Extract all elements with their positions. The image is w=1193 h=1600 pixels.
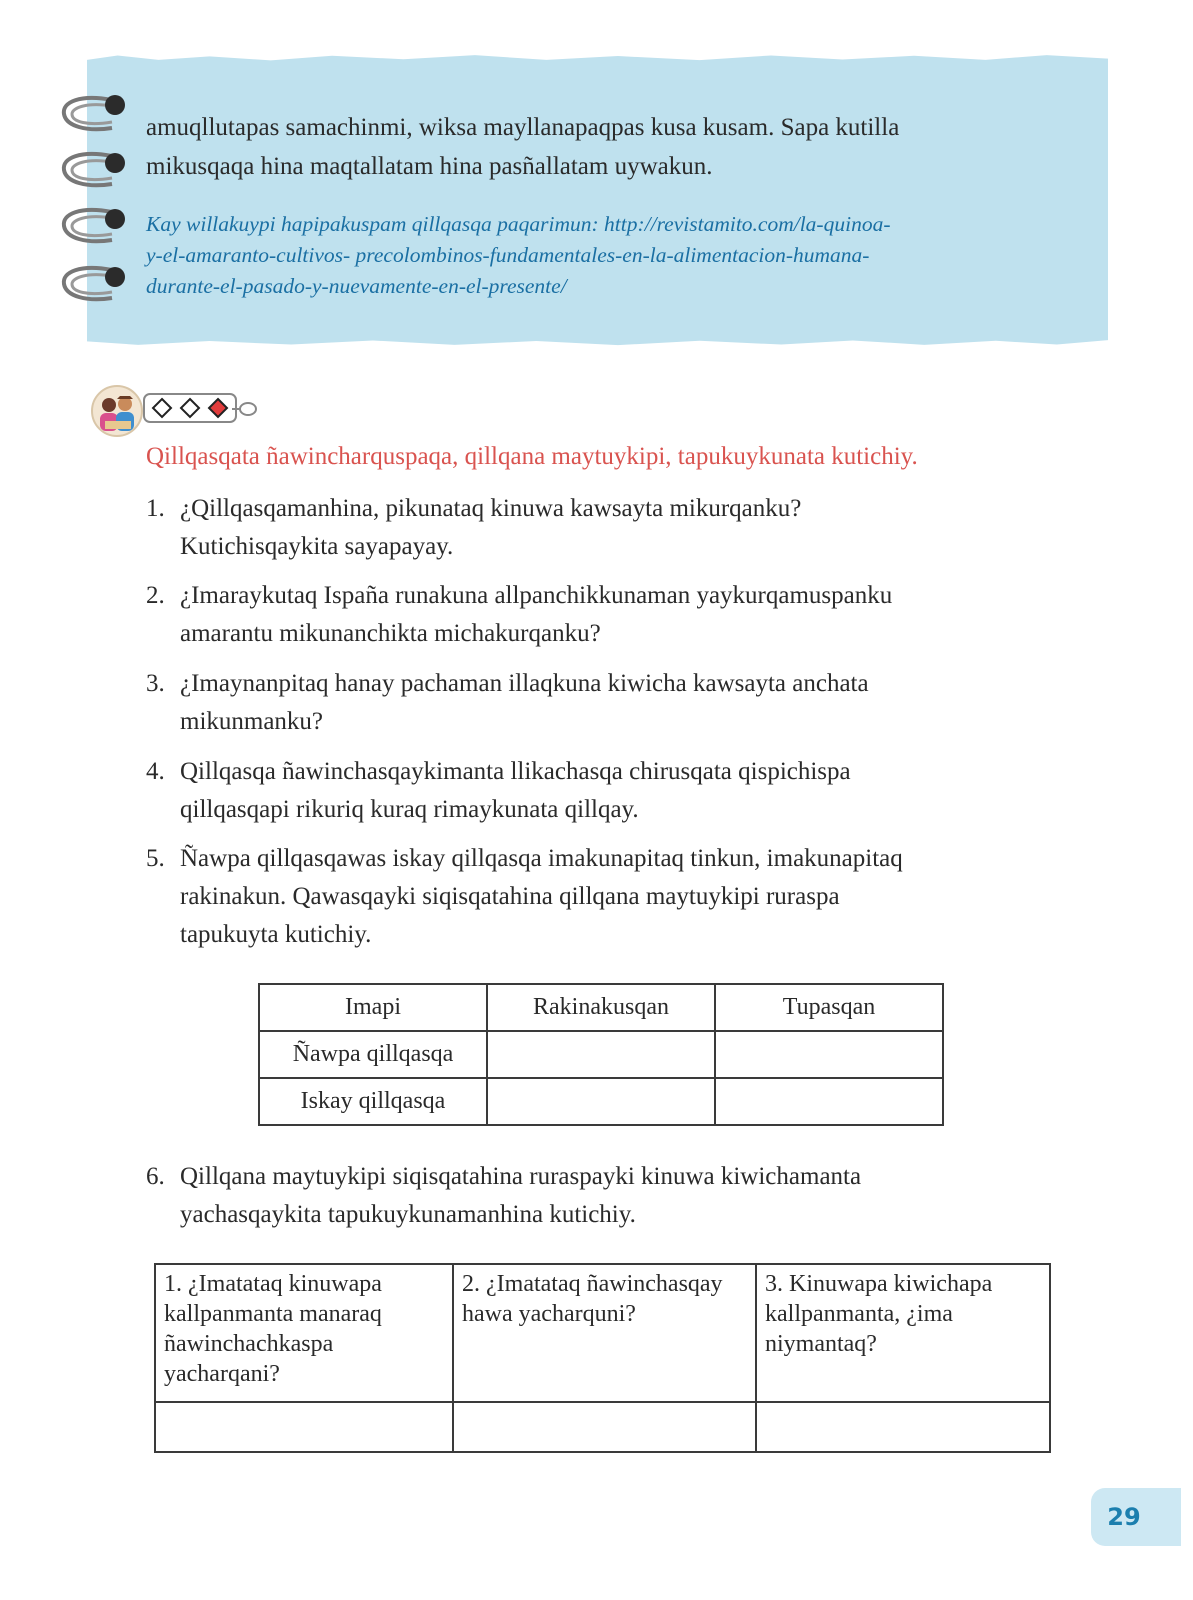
table-cell-empty[interactable] [453, 1402, 756, 1452]
link-line[interactable]: Kay willakuypi hapipakuspam qillqasqa paqarimun: http://revistamito.com/la-quinoa- [146, 212, 891, 236]
question-line: Qillqasqa ñawinchasqaykimanta llikachasqa chirusqata qispichispa [180, 758, 851, 785]
binder-ring-icon [60, 148, 130, 192]
note-paragraph [146, 108, 1066, 186]
question-item [146, 490, 1046, 566]
table-header-cell: 2. ¿Imatataq ñawinchasqay hawa yacharquni? [453, 1264, 756, 1402]
question-line: qillqasqapi rikuriq kuraq rimaykunata qillqay. [180, 796, 639, 823]
question-item [146, 753, 1046, 829]
question-line: rakinakun. Qawasqayki siqisqatahina qillqana maytuykipi ruraspa [180, 883, 840, 910]
question-number: 1. [146, 495, 165, 522]
table-cell-empty[interactable] [715, 1078, 943, 1125]
table-header-cell: 3. Kinuwapa kiwichapa kallpanmanta, ¿ima niymantaq? [756, 1264, 1050, 1402]
table-cell: Ñawpa qillqasqa [259, 1031, 487, 1078]
note-card [87, 54, 1108, 346]
question-line: tapukuyta kutichiy. [180, 921, 372, 948]
source-link[interactable] [146, 209, 1066, 302]
table-cell-empty[interactable] [155, 1402, 453, 1452]
table-row [155, 1402, 1050, 1452]
question-number: 3. [146, 670, 165, 697]
question-item [146, 840, 1046, 954]
tag-loop-icon [232, 400, 258, 418]
comparison-table [258, 983, 944, 1126]
table-cell-empty[interactable] [487, 1078, 715, 1125]
question-number: 5. [146, 845, 165, 872]
table-header-cell: Rakinakusqan [487, 984, 715, 1031]
question-number: 2. [146, 582, 165, 609]
table-header-cell: 1. ¿Imatataq kinuwapa kallpanmanta manaraq ñawinchachkaspa yacharqani? [155, 1264, 453, 1402]
table-header-cell: Imapi [259, 984, 487, 1031]
question-line: yachasqaykita tapukuykunamanhina kutichiy. [180, 1201, 636, 1228]
link-line[interactable]: durante-el-pasado-y-nuevamente-en-el-presente/ [146, 274, 567, 298]
difficulty-indicator [143, 393, 237, 423]
question-line: ¿Imaynanpitaq hanay pachaman illaqkuna kiwicha kawsayta anchata [180, 670, 869, 697]
question-line: Ñawpa qillqasqawas iskay qillqasqa imakunapitaq tinkun, imakunapitaq [180, 845, 903, 872]
link-line[interactable]: y-el-amaranto-cultivos- precolombinos-fundamentales-en-la-alimentacion-humana- [146, 243, 870, 267]
question-line: ¿Imaraykutaq Ispaña runakuna allpanchikkunaman yaykurqamuspanku [180, 582, 893, 609]
binder-ring-icon [60, 204, 130, 248]
question-line: ¿Qillqasqamanhina, pikunataq kinuwa kawsayta mikurqanku? [180, 495, 802, 522]
table-cell-empty[interactable] [487, 1031, 715, 1078]
table-header-row [259, 984, 943, 1031]
question-line: amarantu mikunanchikta michakurqanku? [180, 620, 601, 647]
students-avatar-icon [91, 385, 143, 437]
table-cell: Iskay qillqasqa [259, 1078, 487, 1125]
question-line: Qillqana maytuykipi siqisqatahina ruraspayki kinuwa kiwichamanta [180, 1163, 862, 1190]
question-item [146, 665, 1046, 741]
table-cell-empty[interactable] [756, 1402, 1050, 1452]
question-item [146, 577, 1046, 653]
binder-ring-icon [60, 92, 130, 136]
question-line: Kutichisqaykita sayapayay. [180, 533, 454, 560]
page-number: 29 [1091, 1488, 1181, 1546]
question-item [146, 1158, 1046, 1234]
question-line: mikunmanku? [180, 708, 324, 735]
kwl-table [154, 1263, 1051, 1453]
activity-instruction: Qillqasqata ñawincharquspaqa, qillqana maytuykipi, tapukuykunata kutichiy. [146, 443, 918, 470]
binder-ring-icon [60, 262, 130, 306]
table-header-row [155, 1264, 1050, 1402]
table-cell-empty[interactable] [715, 1031, 943, 1078]
note-line: amuqllutapas samachinmi, wiksa mayllanapaqpas kusa kusam. Sapa kutilla [146, 114, 900, 141]
question-number: 6. [146, 1163, 165, 1190]
note-line: mikusqaqa hina maqtallatam hina pasñallatam uywakun. [146, 153, 713, 180]
table-row [259, 1031, 943, 1078]
question-number: 4. [146, 758, 165, 785]
table-row [259, 1078, 943, 1125]
table-header-cell: Tupasqan [715, 984, 943, 1031]
